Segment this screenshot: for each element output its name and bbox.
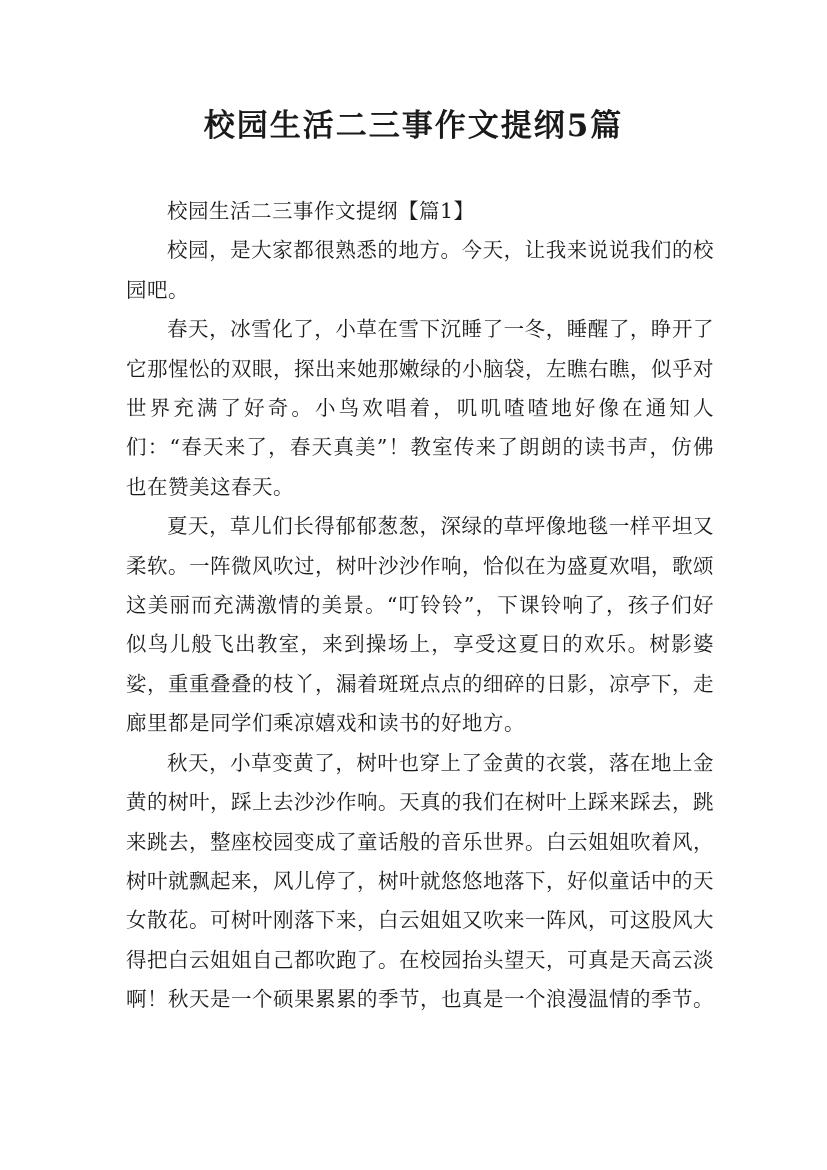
paragraph-intro: 校园，是大家都很熟悉的地方。今天，让我来说说我们的校园吧。: [126, 238, 714, 302]
section-heading: 校园生活二三事作文提纲【篇1】: [167, 199, 475, 223]
paragraph-autumn: 秋天，小草变黄了，树叶也穿上了金黄的衣裳，落在地上金黄的树叶，踩上去沙沙作响。天真的我们在树叶上踩来踩去，跳来跳去，整座校园变成了童话般的音乐世界。白云姐姐吹着风，树叶就飘起来，风儿停了，树叶就悠悠地落下，好似童话中的天女散花。可树叶刚落下来，白云姐姐又吹来一阵风，可这股风大得把白云姐姐自己都吹跑了。在校园抬头望天，可真是天高云淡啊！秋天是一个硕果累累的季节，也真是一个浪漫温情的季节。: [126, 750, 714, 1012]
document-title: 校园生活二三事作文提纲5篇: [203, 108, 624, 144]
paragraph-spring: 春天，冰雪化了，小草在雪下沉睡了一冬，睡醒了，睁开了它那惺忪的双眼，探出来她那嫩绿的小脑袋，左瞧右瞧，似乎对世界充满了好奇。小鸟欢唱着，叽叽喳喳地好像在通知人们：“春天来了，春天真美”！教室传来了朗朗的读书声，仿佛也在赞美这春天。: [126, 317, 714, 499]
document-body: [126, 192, 714, 1020]
paragraph-summer: 夏天，草儿们长得郁郁葱葱，深绿的草坪像地毯一样平坦又柔软。一阵微风吹过，树叶沙沙作响，恰似在为盛夏欢唱，歌颂这美丽而充满激情的美景。“叮铃铃”，下课铃响了，孩子们好似鸟儿般飞出教室，来到操场上，享受这夏日的欢乐。树影婆娑，重重叠叠的枝丫，漏着斑斑点点的细碎的日影，凉亭下，走廊里都是同学们乘凉嬉戏和读书的好地方。: [126, 514, 714, 736]
